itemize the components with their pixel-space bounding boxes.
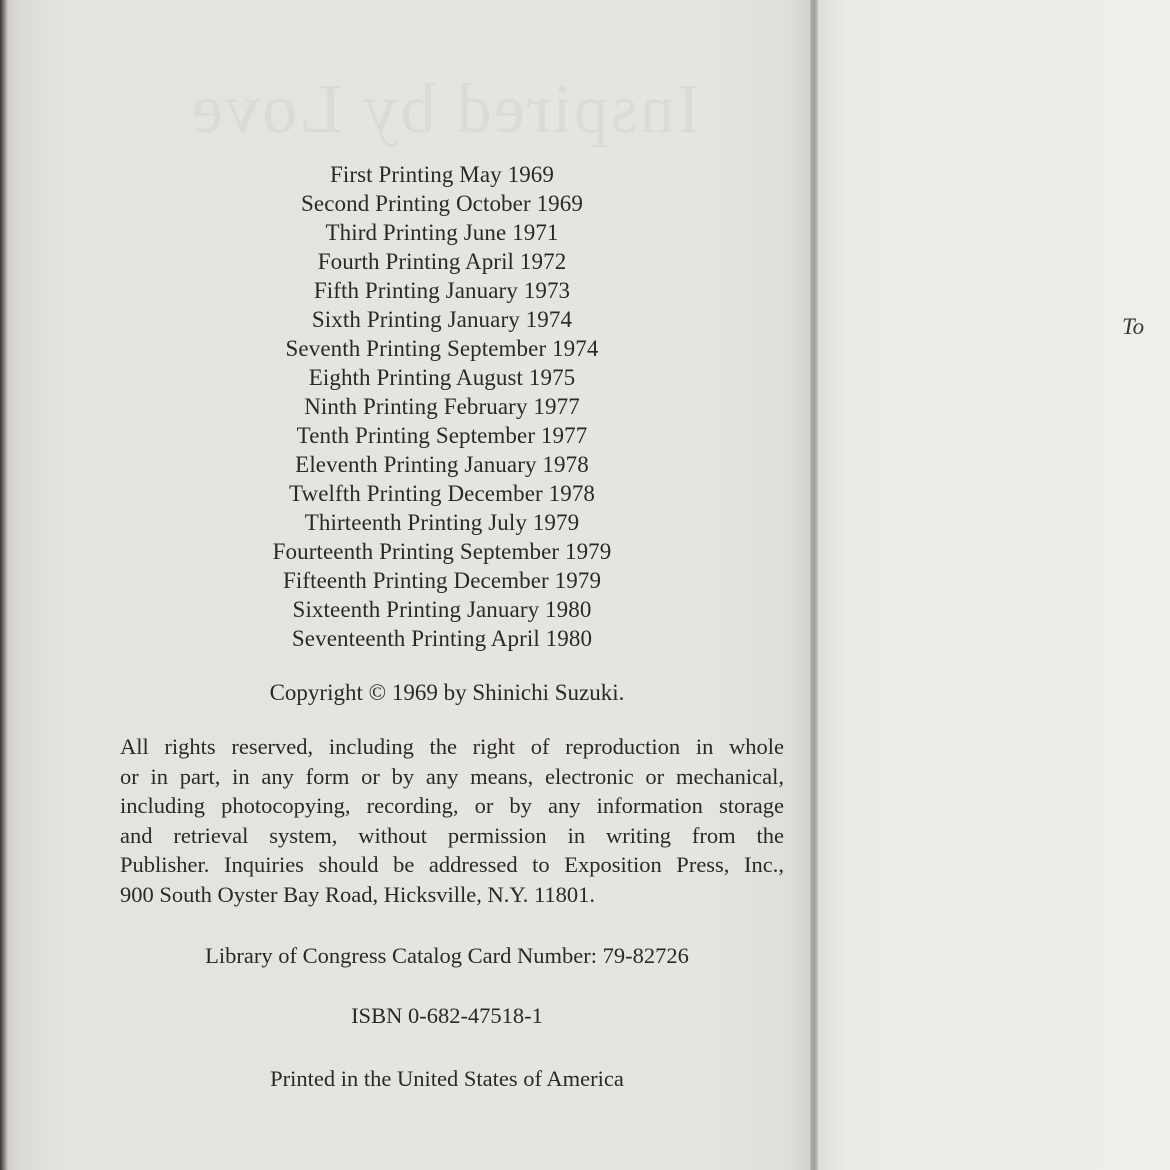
rights-line: including photocopying, recording, or by any information storage <box>120 793 784 818</box>
printing-line: Sixth Printing January 1974 <box>311 307 573 332</box>
page-edge-shadow <box>0 0 8 1170</box>
printed-in-notice: Printed in the United States of America <box>270 1066 624 1091</box>
printing-line: Ninth Printing February 1977 <box>304 394 580 419</box>
bleed-through-text: Inspired by Love <box>190 71 701 148</box>
printing-line: Tenth Printing September 1977 <box>296 423 588 448</box>
rights-line: 900 South Oyster Bay Road, Hicksville, N.Y. 11801. <box>120 881 595 907</box>
copyright-page-content <box>120 160 784 1092</box>
copyright-notice: Copyright © 1969 by Shinichi Suzuki. <box>269 680 625 705</box>
rights-line: and retrieval system, without permission in writing from the <box>120 822 784 848</box>
printing-line: Twelfth Printing December 1978 <box>288 481 596 506</box>
printing-line: Sixteenth Printing January 1980 <box>292 597 592 622</box>
dedication-text: To <box>1122 314 1145 339</box>
printing-line: First Printing May 1969 <box>329 162 554 187</box>
isbn: ISBN 0-682-47518-1 <box>351 1003 543 1028</box>
rights-line: All rights reserved, including the right of reproduction in whole <box>120 734 784 759</box>
printing-line: Seventeenth Printing April 1980 <box>291 626 593 651</box>
printing-history <box>110 160 774 653</box>
printing-line: Seventh Printing September 1974 <box>285 336 599 361</box>
printing-line: Eleventh Printing January 1978 <box>295 452 589 477</box>
rights-line: or in part, in any form or by any means, electronic or mechanical, <box>120 763 784 789</box>
rights-reserved-paragraph <box>120 732 784 909</box>
printing-line: Fourteenth Printing September 1979 <box>272 539 612 564</box>
dedication-page <box>818 0 1170 1170</box>
printing-line: Fifth Printing January 1973 <box>313 278 571 303</box>
printing-line: Thirteenth Printing July 1979 <box>304 510 580 535</box>
printing-line: Eighth Printing August 1975 <box>308 365 576 390</box>
printing-line: Second Printing October 1969 <box>301 191 583 216</box>
book-gutter <box>810 0 818 1170</box>
rights-line: Publisher. Inquiries should be addressed to Exposition Press, Inc., <box>120 852 784 877</box>
printing-line: Third Printing June 1971 <box>325 220 559 245</box>
library-of-congress-number: Library of Congress Catalog Card Number: 79-82726 <box>205 943 689 968</box>
printing-line: Fourth Printing April 1972 <box>317 249 567 274</box>
printing-line: Fifteenth Printing December 1979 <box>282 568 602 593</box>
